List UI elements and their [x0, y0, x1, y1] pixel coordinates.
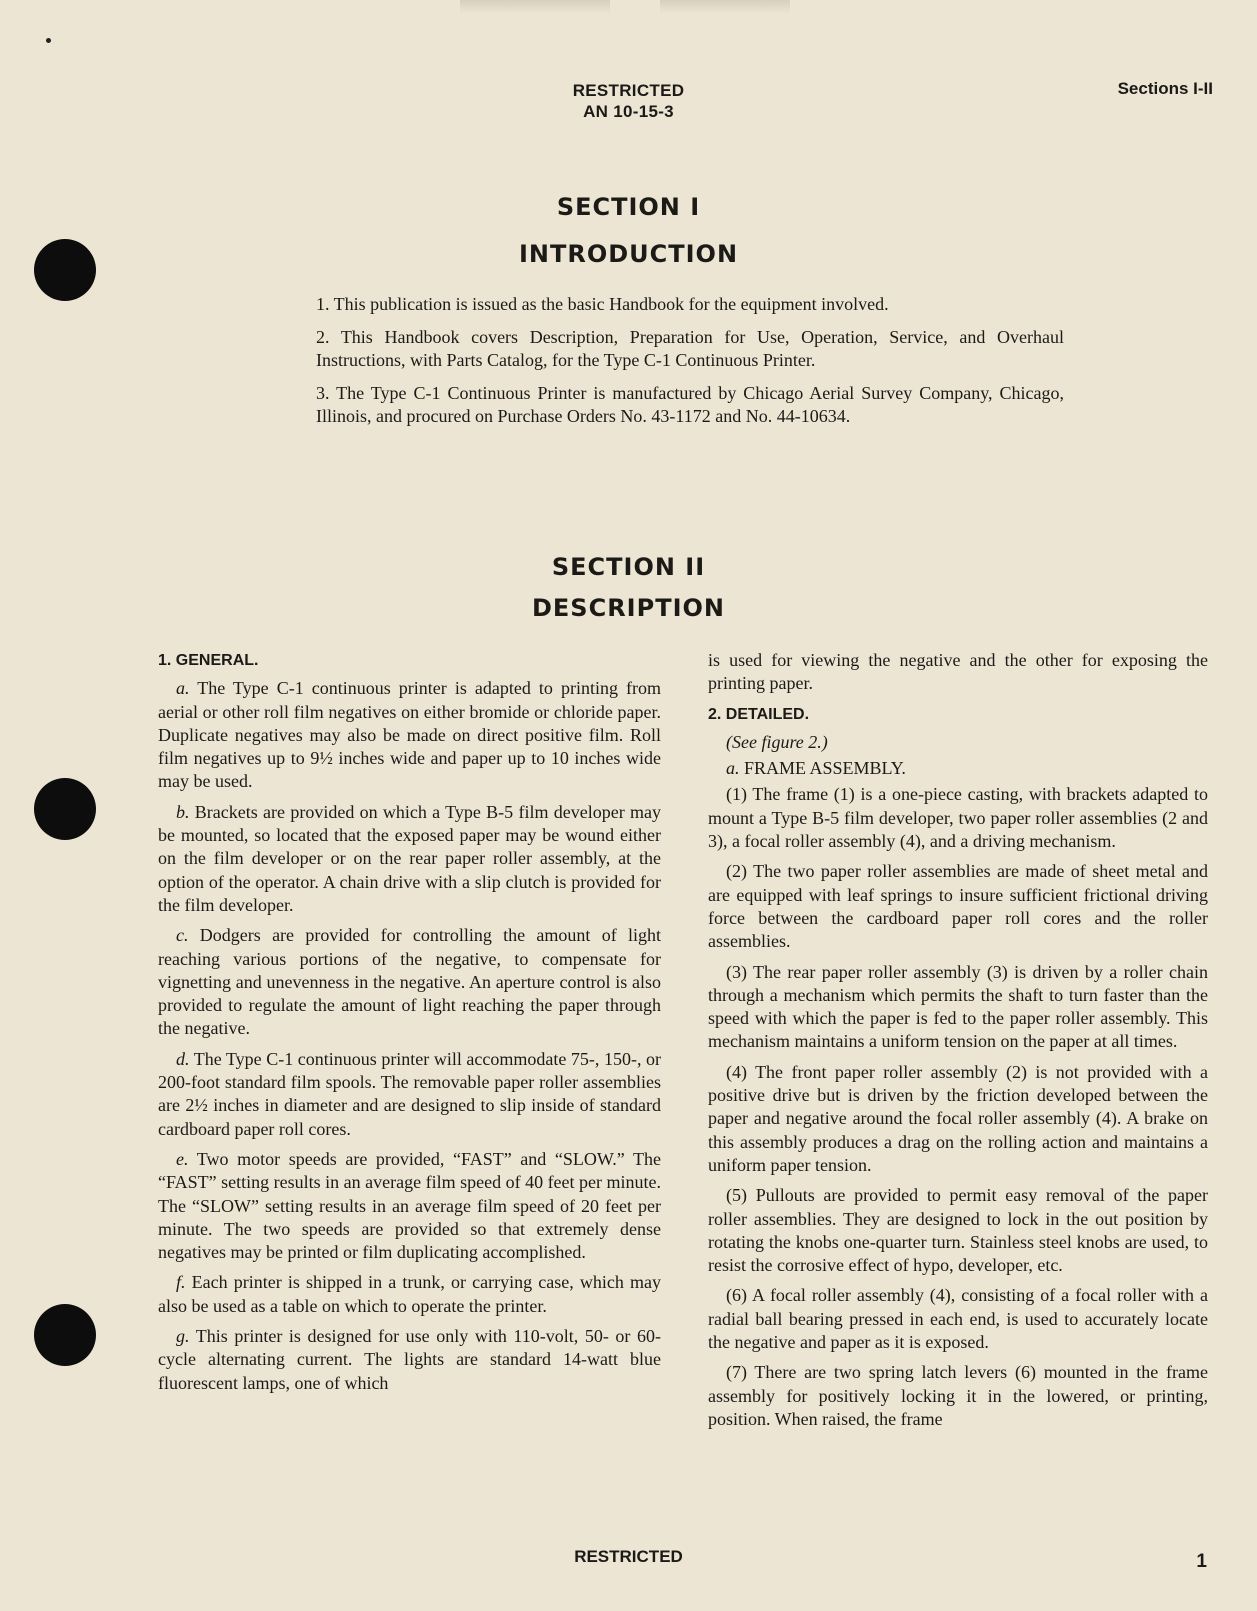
section1-paragraph-2: 2. This Handbook covers Description, Preparation for Use, Operation, Service, and Overhaul Instructions, with Parts Catalog, for the Type C-1 Continuous Printer. — [316, 326, 1064, 370]
general-heading: 1. GENERAL. — [158, 652, 259, 669]
frame-paragraph-3: (3) The rear paper roller assembly (3) is driven by a roller chain through a mechanism which permits the shaft to turn faster than the speed with which the paper is fed to the paper roller assembly. This mechanism maintains a uniform tension on the paper at all times. — [708, 961, 1208, 1052]
detailed-heading: 2. DETAILED. — [708, 705, 810, 723]
general-item-b: b. Brackets are provided on which a Type B-5 film developer may be mounted, so located that the exposed paper may be wound either on the film developer or on the rear paper roller assembly, at the option of the operator. A chain drive with a slip clutch is provided for the film developer. — [158, 801, 661, 915]
section2-title: DESCRIPTION — [531, 594, 725, 622]
frame-paragraph-7: (7) There are two spring latch levers (6) mounted in the frame assembly for positively locking it in the lowered, or printing, position. When raised, the frame — [708, 1362, 1208, 1429]
section1-body — [316, 293, 1064, 438]
footer-classification: RESTRICTED — [574, 1547, 683, 1566]
scan-smudge — [460, 0, 610, 14]
binder-hole-middle — [34, 778, 96, 840]
section1-title: INTRODUCTION — [518, 240, 739, 268]
scan-speck — [46, 38, 51, 43]
frame-paragraph-4: (4) The front paper roller assembly (2) is not provided with a positive drive but is driven by the friction developed between the paper and negative around the focal roller assembly (4). A brake on this assembly produces a drag on the rolling action and maintains a uniform paper tension. — [708, 1061, 1208, 1175]
header-doc-number: AN 10-15-3 — [583, 102, 674, 121]
general-item-c: c. Dodgers are provided for controlling the amount of light reaching various portions of the negative, to compensate for vignetting and unevenness in the negative. An aperture control is also provided to regulate the amount of light reaching the paper through the negative. — [158, 925, 661, 1039]
section1-number: SECTION I — [556, 193, 701, 221]
general-item-g: g. This printer is designed for use only with 110-volt, 50- or 60-cycle alternating current. The lights are standard 14-watt blue fluorescent lamps, one of which — [158, 1326, 661, 1393]
frame-paragraph-2: (2) The two paper roller assemblies are made of sheet metal and are equipped with leaf springs to insure sufficient frictional driving force between the cardboard paper roll cores and the roller assemblies. — [708, 861, 1208, 952]
frame-paragraph-1: (1) The frame (1) is a one-piece casting, with brackets adapted to mount a Type B-5 film developer, two paper roller assemblies (2 and 3), a focal roller assembly (4), and a driving mechanism. — [708, 784, 1208, 852]
section2-number: SECTION II — [551, 553, 706, 581]
general-item-e: e. Two motor speeds are provided, “FAST” and “SLOW.” The “FAST” setting results in an average film speed of 40 feet per minute. The “SLOW” setting results in an average film speed of 20 feet per minute. The two speeds are provided so that extremely dense negatives may be printed or film duplicating accomplished. — [158, 1148, 662, 1263]
page-number: 1 — [1196, 1551, 1207, 1572]
see-figure-note: (See figure 2.) — [726, 731, 828, 752]
section1-paragraph-1: 1. This publication is issued as the basic Handbook for the equipment involved. — [316, 294, 889, 314]
frame-assembly-heading: a. FRAME ASSEMBLY. — [726, 758, 906, 779]
section1-paragraph-3: 3. The Type C-1 Continuous Printer is manufactured by Chicago Aerial Survey Company, Chicago, Illinois, and procured on Purchase Orders No. 43-1172 and No. 44-10634. — [316, 382, 1064, 426]
binder-hole-bottom — [34, 1304, 96, 1366]
header-sections-label: Sections I-II — [1117, 79, 1213, 98]
general-item-g-continuation: is used for viewing the negative and the other for exposing the printing paper. — [708, 650, 1208, 694]
right-column — [708, 649, 1208, 1438]
general-item-f: f. Each printer is shipped in a trunk, or carrying case, which may also be used as a table on which to operate the printer. — [158, 1272, 661, 1316]
general-item-a: a. The Type C-1 continuous printer is adapted to printing from aerial or other roll film negatives on either bromide or chloride paper. Duplicate negatives may also be made on direct positive film. Roll film negatives up to 9½ inches wide and paper up to 10 inches wide may be used. — [158, 678, 661, 792]
header-classification: RESTRICTED — [572, 81, 685, 100]
scan-smudge — [660, 0, 790, 14]
frame-paragraph-6: (6) A focal roller assembly (4), consisting of a focal roller with a radial ball bearing pressed in each end, is used to accurately locate the negative and paper as it is exposed. — [708, 1285, 1208, 1353]
frame-paragraph-5: (5) Pullouts are provided to permit easy removal of the paper roller assemblies. They are designed to lock in the out position by rotating the knobs one-quarter turn. Stainless steel knobs are used, to resist the corrosive effect of hypo, developer, etc. — [708, 1185, 1208, 1276]
general-item-d: d. The Type C-1 continuous printer will accommodate 75-, 150-, or 200-foot standard film spools. The removable paper roller assemblies are 2½ inches in diameter and are designed to slip inside of standard cardboard paper roll cores. — [158, 1048, 661, 1139]
left-column — [158, 649, 661, 1402]
